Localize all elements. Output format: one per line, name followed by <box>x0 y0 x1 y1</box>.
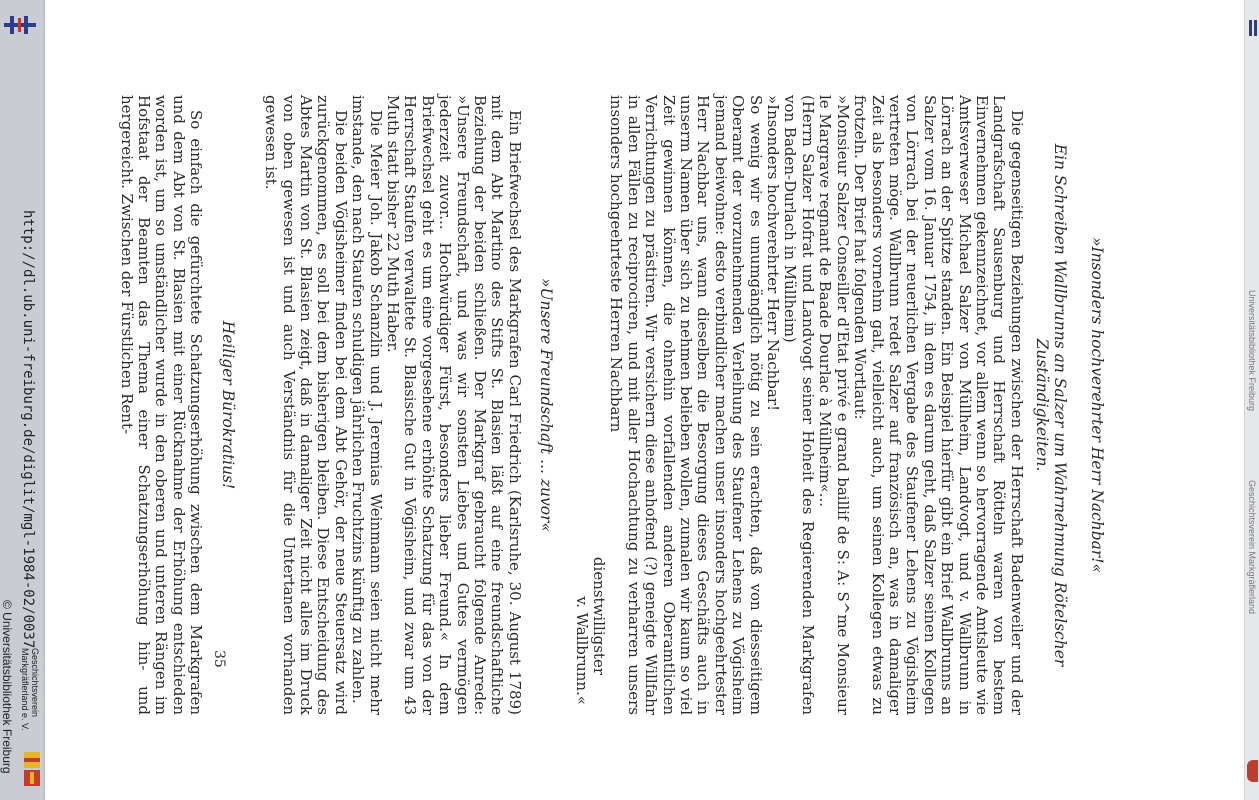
letter-closing: dienstwilligster <box>590 556 609 675</box>
publisher-line-2: Markgräflerland e. V. <box>20 648 30 731</box>
letter-signature: v. Wallbrunn.« <box>572 596 591 705</box>
viewer-sidebar <box>0 0 45 800</box>
right-edge-strip <box>1244 0 1259 800</box>
library-logo-small-icon <box>1249 20 1257 36</box>
right-strip-text-bottom: Geschichtsverein Markgräflerland <box>1247 480 1257 615</box>
letter-address: »Monsieur Salzer Conseiller d'Etat privé e grand baillif de S: A: S^me Monsieur le Margrave regnant de Baade Dourlac à Müllheim«... <box>816 95 852 715</box>
section-heading-1: »Insonders hochverehrter Herr Nachbar!« <box>1088 236 1106 574</box>
section-heading-2: »Unsere Freundschaft ... zuvor« <box>537 278 556 532</box>
paragraph-4: Die beiden Vögisheimer finden bei dem Abt Gehör, der neue Steuersatz wird zurückgenommen, es soll bei dem bisherigen bleiben. Diese Entscheidung des Abtes Martin von St. Blasien zeigt, daß in damaliger Zeit nicht alles im Druck von oben gewesen ist und auch Verständnis für die Untertanen vorhanden gewesen ist. <box>262 95 350 715</box>
letter-body: So wenig wir es unumgänglich nötig zu sein erachten, daß von diesseitigem Oberamt der vorzunehmenden Verleihung des Staufener Lehens zu Vögisheim jemand beiwohne: desto verbindlicher machen unser insonders hochgeehrtester Herr Nachbar uns, wann dieselben die Besorgung dieses Geschäfts auch in unserm Namen über sich zu nehmen belieben wollen, zumalen wir kaum so viel Zeit gewinnen können, die ohnehin vorfallenden anderen Oberamtlichen Verrichtungen zu prästiren. Wir versichern diese anhofend (?) geneigte Willfahr in allen Fällen zu reciprociren, und mit aller Hochachtung zu verharren unsers insonders hochgeehrteste Herren Nachbarn <box>607 95 765 715</box>
letter-address-translation: (Herrn Salzer Hofrat und Landvogt seiner Hoheit des Regierenden Markgrafen von Baden-Durlach in Müllheim) <box>781 95 817 715</box>
section-heading-3: Heiliger Bürokratius! <box>218 320 237 490</box>
letter-salutation: »Insonders hochverehrter Herr Nachbar! <box>764 95 783 412</box>
library-logo-icon <box>4 14 36 36</box>
coat-of-arms-icon <box>24 752 40 786</box>
document-url[interactable]: http://dl.ub.uni-freiburg.de/diglit/mgl-1984-02/0037 <box>20 210 36 649</box>
section-subheading-1: Ein Schreiben Wallbrunns an Salzer um Wahrnehmung Rötelscher Zuständigkeiten. <box>1033 143 1069 667</box>
paragraph-5: So einfach die gefürchtete Schatzungserhöhung zwischen dem Markgrafen und dem Abt von St. Blasien mit einer Rücknahme der Erhöhung entschieden worden ist, um so umständlicher wurde in den oberen und unteren Rängen im Hofstaat der Beamten das Thema einer Schatzungserhöhung hin- und hergereicht. Zwischen der Fürstlichen Rent- <box>117 95 206 715</box>
paragraph-3: Die Meier Joh. Jakob Schanzlin und J. Jeremias Weinmann seien nicht mehr imstande, den nach Staufen schuldigen jährlichen Fruchtzins künftig zu zahlen. <box>349 95 385 715</box>
right-strip-text-top: Universitätsbibliothek Freiburg <box>1247 290 1257 412</box>
credit-line: © Universitätsbibliothek Freiburg <box>0 600 14 774</box>
publisher-line-1: Geschichtsverein <box>30 648 40 718</box>
paragraph-2: Ein Briefwechsel des Markgrafen Carl Friedrich (Karlsruhe, 30. August 1789) mit dem Abt Martino des Stifts St. Blasien läßt auf eine freundschaftliche Beziehung der beiden schließen. Der Markgraf gebraucht folgende Anrede: »Unsere Freundschaft, und was wir sonsten Liebes und Gutes vermögen jederzeit zuvor... Hochwürdiger Fürst, besonders lieber Freund.« In dem Briefwechsel geht es um eine vorgesehene erhöhte Schatzung für das von der Herrschaft Staufen verwaltete St. Blasische Gut in Vögisheim, und zwar um 43 Muth statt bisher 22 Muth Haber. <box>383 95 524 715</box>
crest-small-icon <box>1247 760 1258 782</box>
paragraph-1: Die gegenseitigen Beziehungen zwischen der Herrschaft Badenweiler und der Landgrafschaft Sausenburg und Herrschaft Rötteln waren von bestem Einvernehmen gekennzeichnet, vor allem wenn so hervorragende Amtsleute wie Amtsverweser Michael Salzer von Müllheim, Landvogt, und v. Wallbrunn in Lörrach an der Spitze standen. Ein Beispiel hierfür gibt ein Brief Wallbrunns an Salzer vom 16. Januar 1754, in dem es darum geht, daß Salzer seinen Kollegen von Lörrach bei der neuerlichen Vergabe des Staufener Lehens zu Vögisheim vertreten möge. Wallbrunn redet Salzer auf französisch an, was in damaliger Zeit als besonders vornehm galt, vielleicht auch, um seinen Kollegen etwas zu frotzeln. Der Brief hat folgenden Wortlaut: <box>851 95 1026 715</box>
page-number: 35 <box>211 650 227 668</box>
scanned-page <box>117 95 1106 715</box>
